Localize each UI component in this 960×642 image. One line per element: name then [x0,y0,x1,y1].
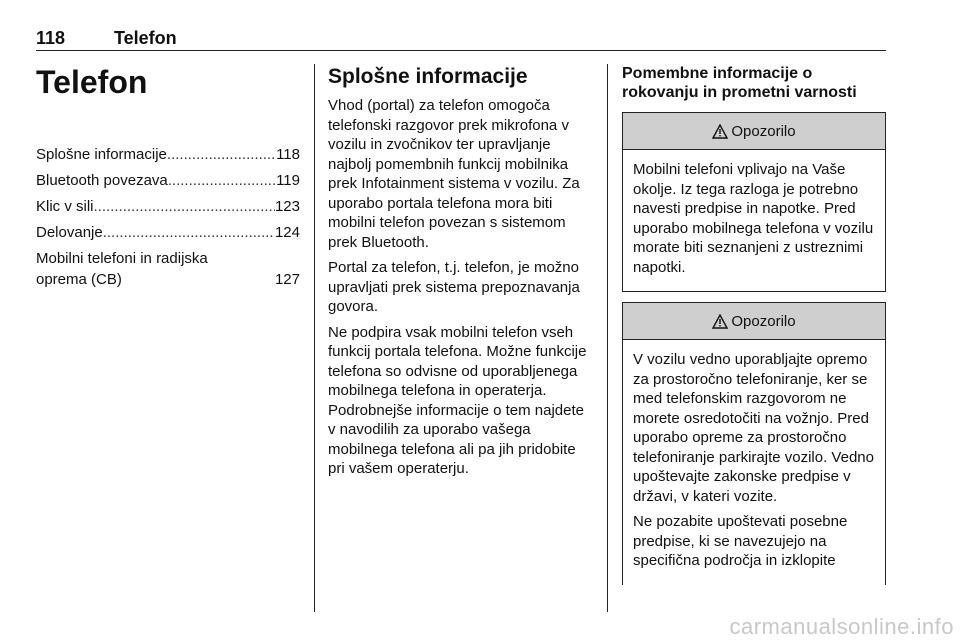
toc-item-text: Delovanje [36,224,103,241]
toc-item-general[interactable] [36,144,300,165]
toc-item-page: 127 [274,271,300,288]
warning-triangle-icon [712,124,728,139]
column-divider-2 [607,64,608,612]
table-of-contents [36,144,300,290]
column-right [622,64,886,595]
warning-label: Opozorilo [731,312,796,330]
toc-leader-dots [94,196,275,217]
warning-text: V vozilu vedno uporabljajte opremo za prostoročno telefoniranje, ker se med telefonskim razgovorom ne morete osredotočiti na vožnjo. Pred uporabo opreme za prostoročno telefoniranje parkirajte vozilo. Vedno upoštevajte zakonske predpise v državi, v kateri vozite. [633,351,874,505]
toc-item-page: 118 [276,146,300,163]
warning-body [623,150,885,291]
toc-leader-dots [122,269,275,290]
warning-body [623,340,885,585]
toc-item-text-line2: oprema (CB) [36,271,122,288]
toc-item-bluetooth[interactable] [36,170,300,191]
toc-item-emergency-call[interactable] [36,196,300,217]
warning-box [622,112,886,292]
section-paragraph: Portal za telefon, t.j. telefon, je možno upravljati prek sistema prepoznavanja govora. [328,259,580,315]
toc-item-mobile-phones-cb[interactable] [36,248,300,290]
toc-item-page: 124 [274,224,300,241]
warning-triangle-icon [712,314,728,329]
toc-leader-dots [168,170,276,191]
toc-item-page: 119 [276,172,300,189]
toc-item-text: Splošne informacije [36,146,167,163]
toc-leader-dots [167,144,276,165]
toc-item-page: 123 [274,198,300,215]
toc-item-text-line1: Mobilni telefoni in radijska [36,250,208,267]
watermark: carmanualsonline.info [729,614,954,639]
warning-text: Ne pozabite upoštevati posebne predpise, ki se navezujejo na specifična področja in izklopite [633,513,848,569]
warning-text: Mobilni telefoni vplivajo na Vaše okolje. Iz tega razloga je potrebno navesti predpise in napotke. Pred uporabo mobilnega telefona v vozilu morate biti seznanjeni z ustreznimi napotki. [633,161,874,276]
warning-box [622,302,886,585]
toc-item-text: Klic v sili [36,198,94,215]
running-header-chapter: Telefon [114,28,177,48]
warning-label: Opozorilo [731,122,796,140]
column-middle [328,64,592,485]
section-paragraph: Ne podpira vsak mobilni telefon vseh funkcij portala telefona. Možne funkcije telefona so odvisne od uporabljenega mobilnega telefona in operaterja. Podrobnejše informacije o tem najdete v navodilih za uporabo vašega mobilnega telefona ali pa jih pridobite pri vašem operaterju. [328,323,587,477]
page-number: 118 [36,28,66,48]
warning-header [623,113,885,150]
column-left [36,64,300,295]
warning-header [623,303,885,340]
column-divider-1 [314,64,315,612]
section-paragraph: Vhod (portal) za telefon omogoča telefonski razgovor prek mikrofona v vozilu in zvočnikov ter upravljanje najbolj pomembnih funkcij mobilnika prek Infotainment sistema v vozilu. Za uporabo portala telefona mora biti mobilni telefon povezan s sistemom prek Bluetooth. [328,97,580,251]
safety-section-title: Pomembne informacije o rokovanju in prometni varnosti [622,65,857,101]
chapter-title: Telefon [36,64,148,100]
page-header [36,28,886,51]
toc-leader-dots [103,222,275,243]
section-title: Splošne informacije [328,65,528,88]
toc-item-operation[interactable] [36,222,300,243]
toc-item-text: Bluetooth povezava [36,172,168,189]
